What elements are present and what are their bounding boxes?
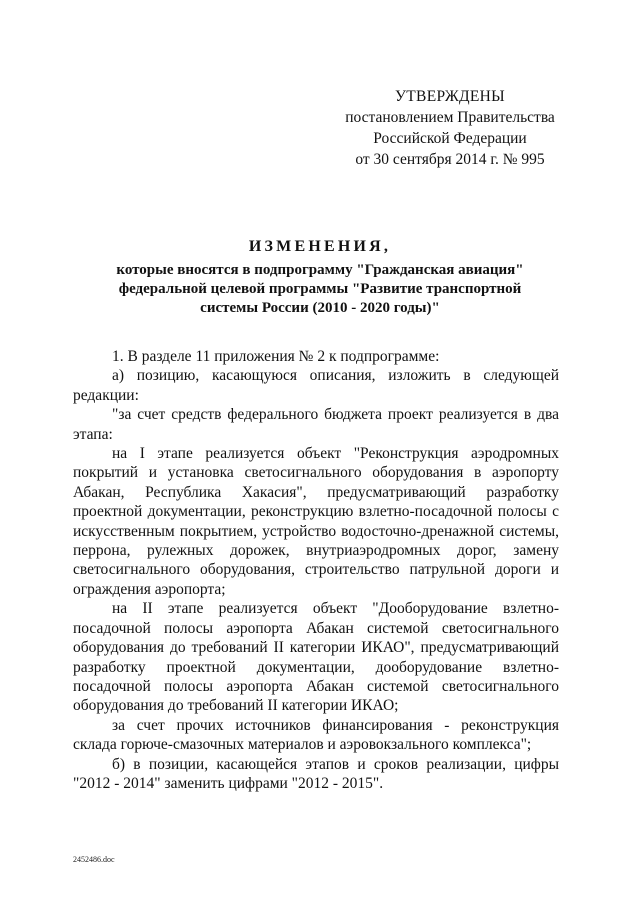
approval-stamp [340,86,560,170]
document-code: 2452486.doc [73,855,115,864]
document-subtitle: которые вносятся в подпрограмму "Гражданская авиация" федеральной целевой программы "Развитие транспортной системы России (2010 - 2020 годы)" [116,262,524,316]
approval-line-2: постановлением Правительства [345,109,555,126]
paragraph-6: за счет прочих источников финансирования - реконструкция склада горюче-смазочных материалов и аэровокзального комплекса"; [73,716,559,754]
document-body [73,347,559,793]
approval-line-4: от 30 сентября 2014 г. № 995 [355,151,545,168]
paragraph-3: "за счет средств федерального бюджета проект реализуется в два этапа: [73,406,559,443]
paragraph-4: на I этапе реализуется объект "Реконструкция аэродромных покрытий и установка светосигнального оборудования в аэропорту Абакан, Республика Хакасия", предусматривающий разработку проектной документации, реконструкцию взлетно-посадочной полосы с искусственным покрытием, устройство водосточно-дренажной системы, перрона, рулежных дорожек, внутриаэродромных дорог, замену светосигнального оборудования, строительство патрульной дороги и ограждения аэропорта; [73,445,559,598]
paragraph-1: 1. В разделе 11 приложения № 2 к подпрограмме: [112,348,440,365]
paragraph-2: а) позицию, касающуюся описания, изложить в следующей редакции: [73,367,559,404]
paragraph-7: б) в позиции, касающейся этапов и сроков реализации, цифры "2012 - 2014" заменить цифрами "2012 - 2015". [73,755,559,792]
document-title: ИЗМЕНЕНИЯ, [248,238,392,255]
approval-line-3: Российской Федерации [373,130,527,147]
paragraph-5: на II этапе реализуется объект "Дооборудование взлетно-посадочной полосы аэропорта Абакан системой светосигнального оборудования до требований II категории ИКАО", предусматривающий разработку проектной документации, дооборудование взлетно-посадочной полосы аэропорта Абакан системой светосигнального оборудования до требований II категории ИКАО; [73,600,559,715]
approval-heading: УТВЕРЖДЕНЫ [395,88,505,105]
